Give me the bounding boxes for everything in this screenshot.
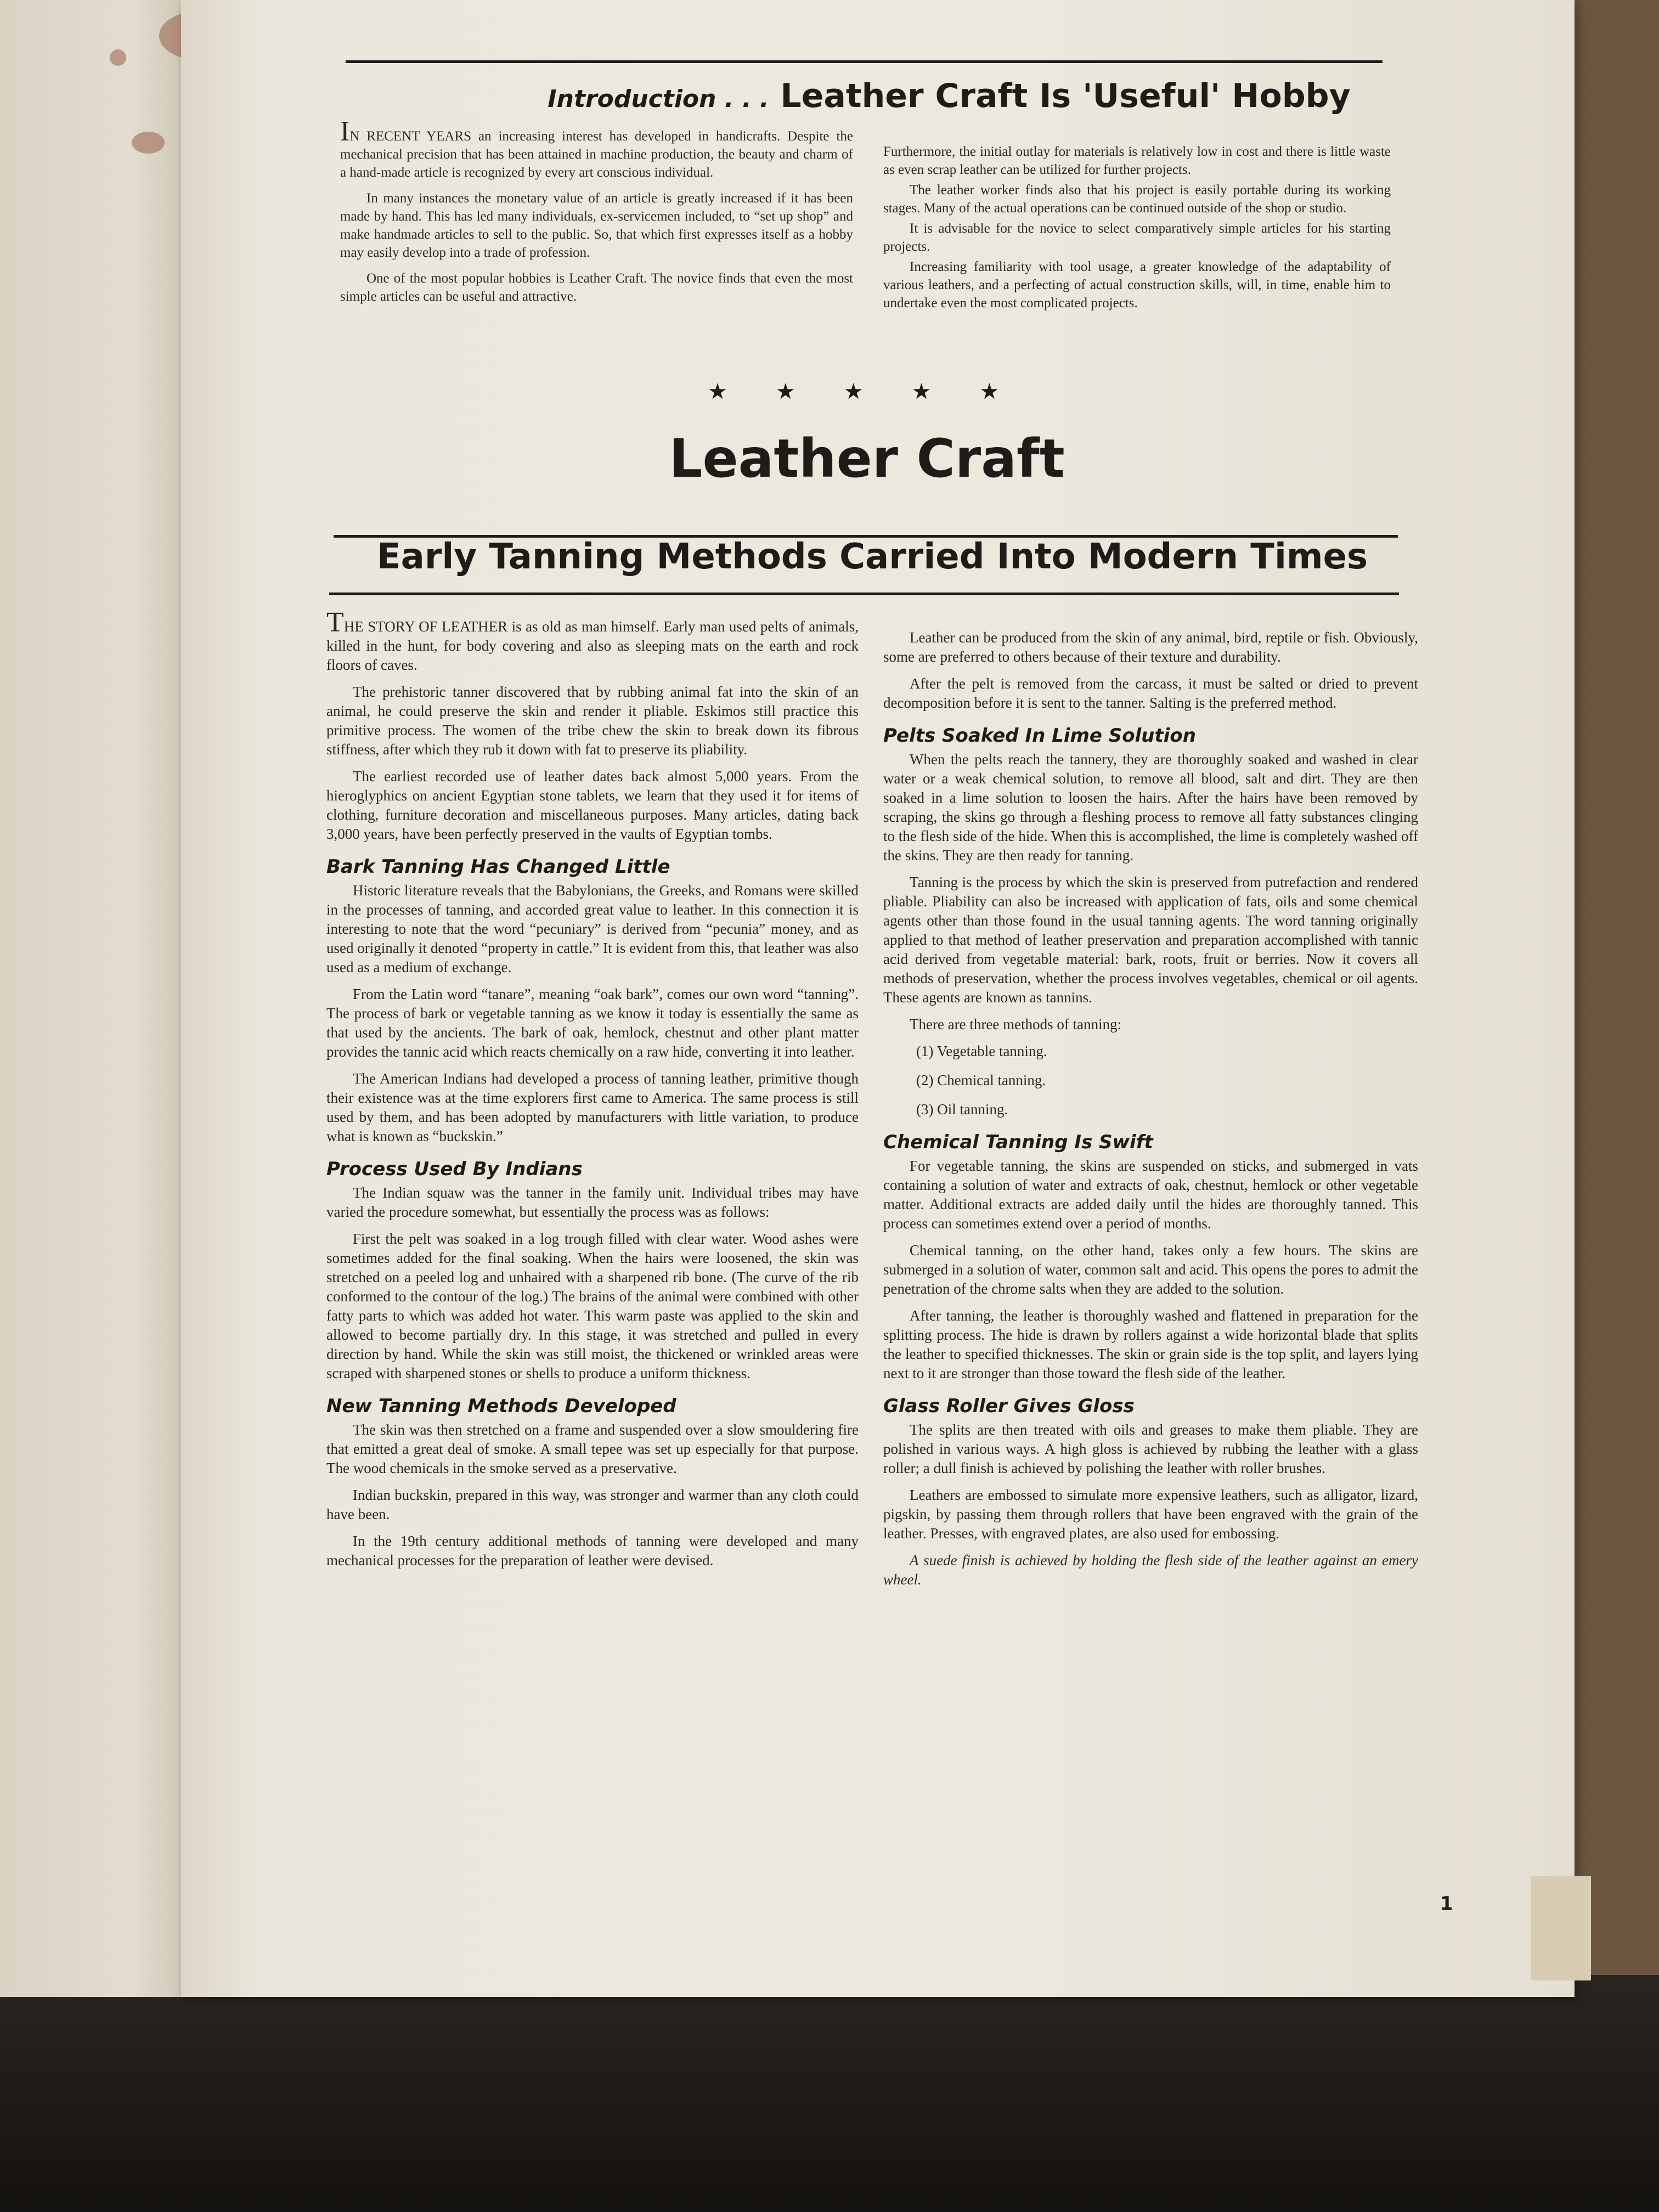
intro-paragraph: IN RECENT YEARS an increasing interest has developed in handicrafts. Despite the mechanical precision that has been attained in machine production, the beauty and charm of a hand-made article is recognized by every art conscious individual.	[340, 116, 853, 180]
page-number: 1	[1440, 1893, 1453, 1915]
article-left-column	[326, 607, 859, 1578]
article-paragraph: Leathers are embossed to simulate more expensive leathers, such as alligator, lizard, pigskin, by passing them through rollers that have been engraved with the grain of the leather. Presses, with engraved plates, are also used for embossing.	[883, 1487, 1418, 1542]
intro-left-column	[340, 116, 853, 313]
table-shadow	[0, 1975, 1659, 2212]
section-heading: Glass Roller Gives Gloss	[883, 1395, 1135, 1417]
star-divider: ★★★★★	[708, 379, 1048, 404]
article-paragraph: Chemical tanning, on the other hand, takes only a few hours. The skins are submerged in a solution of water, common salt and acid. This opens the pores to admit the penetration of the chrome salts when they are added to the solution.	[883, 1242, 1418, 1297]
list-item: (2) Chemical tanning.	[916, 1072, 1046, 1088]
article-paragraph: From the Latin word “tanare”, meaning “oak bark”, comes our own word “tanning”. The process of bark or vegetable tanning as we know it today is essentially the same as that used by the ancients. The bark of oak, hemlock, chestnut and other plant matter provides the tannic acid which reacts chemically on a raw hide, converting it into leather.	[326, 986, 859, 1060]
article-paragraph: For vegetable tanning, the skins are suspended on sticks, and submerged in vats containing a solution of water and extracts of oak, chestnut, hemlock or other vegetable matter. Additional extracts are added daily until the hides are thoroughly tanned. This process can sometimes extend over a period of months.	[883, 1158, 1418, 1232]
article-paragraph: THE STORY OF LEATHER is as old as man himself. Early man used pelts of animals, killed in the hunt, for body covering and also as sleeping mats on the earth and rock floors of caves.	[326, 607, 859, 673]
intro-heading	[428, 77, 1470, 115]
article-paragraph: A suede finish is achieved by holding the flesh side of the leather against an emery wheel.	[883, 1552, 1418, 1588]
folded-corner	[1531, 1876, 1591, 1980]
article-paragraph: Historic literature reveals that the Babylonians, the Greeks, and Romans were skilled in the processes of tanning, and accorded great value to leather. In this connection it is interesting to note that the word “pecuniary” is derived from “pecunia” money, and as used originally it denoted “property in cattle.” It is evident from this, that leather was also used as a medium of exchange.	[326, 882, 859, 975]
intro-paragraph: One of the most popular hobbies is Leather Craft. The novice finds that even the most simple articles can be useful and attractive.	[340, 271, 853, 304]
article-paragraph: Tanning is the process by which the skin is preserved from putrefaction and rendered pliable. Pliability can also be increased with application of fats, oils and some chemical agents other than those found in the usual tanning agents. The word tanning originally applied to that method of leather preservation and preparation accomplished with tannic acid derived from vegetable material: bark, roots, fruit or berries. Now it covers all methods of preservation, whether the process involves vegetables, chemical or oil agents. These agents are known as tannins.	[883, 874, 1418, 1006]
title-rule-bottom	[329, 592, 1399, 595]
article-paragraph: The American Indians had developed a process of tanning leather, primitive though their existence was at the time explorers first came to America. The same process is still used by them, and has been adopted by manufacturers with little variation, to produce what is known as “buckskin.”	[326, 1070, 859, 1144]
article-paragraph: First the pelt was soaked in a log trough filled with clear water. Wood ashes were sometimes added for the final soaking. When the hairs were loosened, the skin was stretched on a peeled log and unhaired with a sharpened rib bone. (The curve of the rib conformed to the contour of the log.) The brains of the animal were combined with other fatty parts to which was added hot water. This warm paste was applied to the skin and allowed to become partially dry. In this stage, it was stretched and pulled in every direction by hand. While the skin was still moist, the thickened or wrinkled areas were scraped with sharpened stones or shells to produce a uniform thickness.	[326, 1231, 859, 1381]
article-paragraph: After tanning, the leather is thoroughly washed and flattened in preparation for the splitting process. The hide is drawn by rollers against a wide horizontal blade that splits the leather to specified thicknesses. The skin or grain side is the top split, and layers lying next to it are stronger than those toward the flesh side of the leather.	[883, 1307, 1418, 1381]
list-item: (3) Oil tanning.	[916, 1101, 1008, 1118]
list-item: (1) Vegetable tanning.	[916, 1043, 1047, 1059]
intro-title: Leather Craft Is 'Useful' Hobby	[780, 77, 1351, 115]
article-paragraph: There are three methods of tanning:	[910, 1016, 1122, 1032]
left-page-edge	[0, 0, 187, 1997]
section-heading: Bark Tanning Has Changed Little	[326, 856, 670, 878]
article-right-column	[883, 628, 1418, 1597]
article-paragraph: The prehistoric tanner discovered that by rubbing animal fat into the skin of an animal, he could preserve the skin and render it pliable. Eskimos still practice this primitive process. The women of the tribe chew the skin to break down its fibrous stiffness, after which they rub it down with fat to preserve its pliability.	[326, 684, 859, 758]
stain	[110, 49, 126, 66]
article-paragraph: The splits are then treated with oils and greases to make them pliable. They are polished in various ways. A high gloss is achieved by rubbing the leather with a glass roller; a dull finish is achieved by polishing the leather with roller brushes.	[883, 1421, 1418, 1476]
article-paragraph: In the 19th century additional methods of tanning were developed and many mechanical processes for the preparation of leather were devised.	[326, 1533, 859, 1568]
top-rule	[346, 60, 1383, 63]
intro-paragraph: Increasing familiarity with tool usage, a greater knowledge of the adaptability of various leathers, and a perfecting of actual construction skills, will, in time, enable him to undertake even the most complicated projects.	[883, 259, 1391, 311]
section-heading: New Tanning Methods Developed	[326, 1395, 676, 1417]
article-paragraph: When the pelts reach the tannery, they are thoroughly soaked and washed in clear water or a weak chemical solution, to remove all blood, salt and dirt. They are then soaked in a lime solution to loosen the hairs. After the hairs have been removed by scraping, the skins go through a fleshing process to remove all fatty substances clinging to the flesh side of the hide. When this is accomplished, the lime is completely washed off the skins. They are then ready for tanning.	[883, 751, 1418, 864]
article-paragraph: After the pelt is removed from the carcass, it must be salted or dried to prevent decomposition before it is sent to the tanner. Salting is the preferred method.	[883, 675, 1418, 711]
article-paragraph: The earliest recorded use of leather dates back almost 5,000 years. From the hieroglyphics on ancient Egyptian stone tablets, we learn that they used it for items of clothing, furniture decoration and miscellaneous purposes. Many articles, dating back 3,000 years, have been perfectly preserved in the vaults of Egyptian tombs.	[326, 768, 859, 842]
main-title: Leather Craft	[669, 428, 1065, 489]
intro-paragraph: Furthermore, the initial outlay for materials is relatively low in cost and there is little waste as even scrap leather can be utilized for further projects.	[883, 144, 1391, 177]
article-paragraph: Indian buckskin, prepared in this way, was stronger and warmer than any cloth could have been.	[326, 1487, 859, 1522]
article-subtitle: Early Tanning Methods Carried Into Modern Times	[376, 537, 1368, 577]
section-heading: Chemical Tanning Is Swift	[883, 1131, 1153, 1153]
intro-paragraph: In many instances the monetary value of an article is greatly increased if it has been made by hand. This has led many individuals, ex-servicemen included, to “set up shop” and make handmade articles to sell to the public. So, that which first expresses itself as a hobby may easily develop into a trade of profession.	[340, 191, 853, 260]
section-heading: Pelts Soaked In Lime Solution	[883, 725, 1196, 747]
stain	[132, 132, 165, 154]
intro-paragraph: It is advisable for the novice to select comparatively simple articles for his starting projects.	[883, 221, 1391, 254]
section-heading: Process Used By Indians	[326, 1158, 583, 1180]
intro-label: Introduction . . .	[548, 85, 769, 113]
article-paragraph: The Indian squaw was the tanner in the family unit. Individual tribes may have varied the procedure somewhat, but essentially the process was as follows:	[326, 1184, 859, 1220]
article-paragraph: The skin was then stretched on a frame and suspended over a slow smouldering fire that emitted a great deal of smoke. A small tepee was set up especially for that purpose. The wood chemicals in the smoke served as a preservative.	[326, 1421, 859, 1476]
intro-right-column	[883, 143, 1391, 320]
article-paragraph: Leather can be produced from the skin of any animal, bird, reptile or fish. Obviously, some are preferred to others because of their texture and durability.	[883, 629, 1418, 665]
intro-paragraph: The leather worker finds also that his project is easily portable during its working stages. Many of the actual operations can be continued outside of the shop or studio.	[883, 183, 1391, 216]
